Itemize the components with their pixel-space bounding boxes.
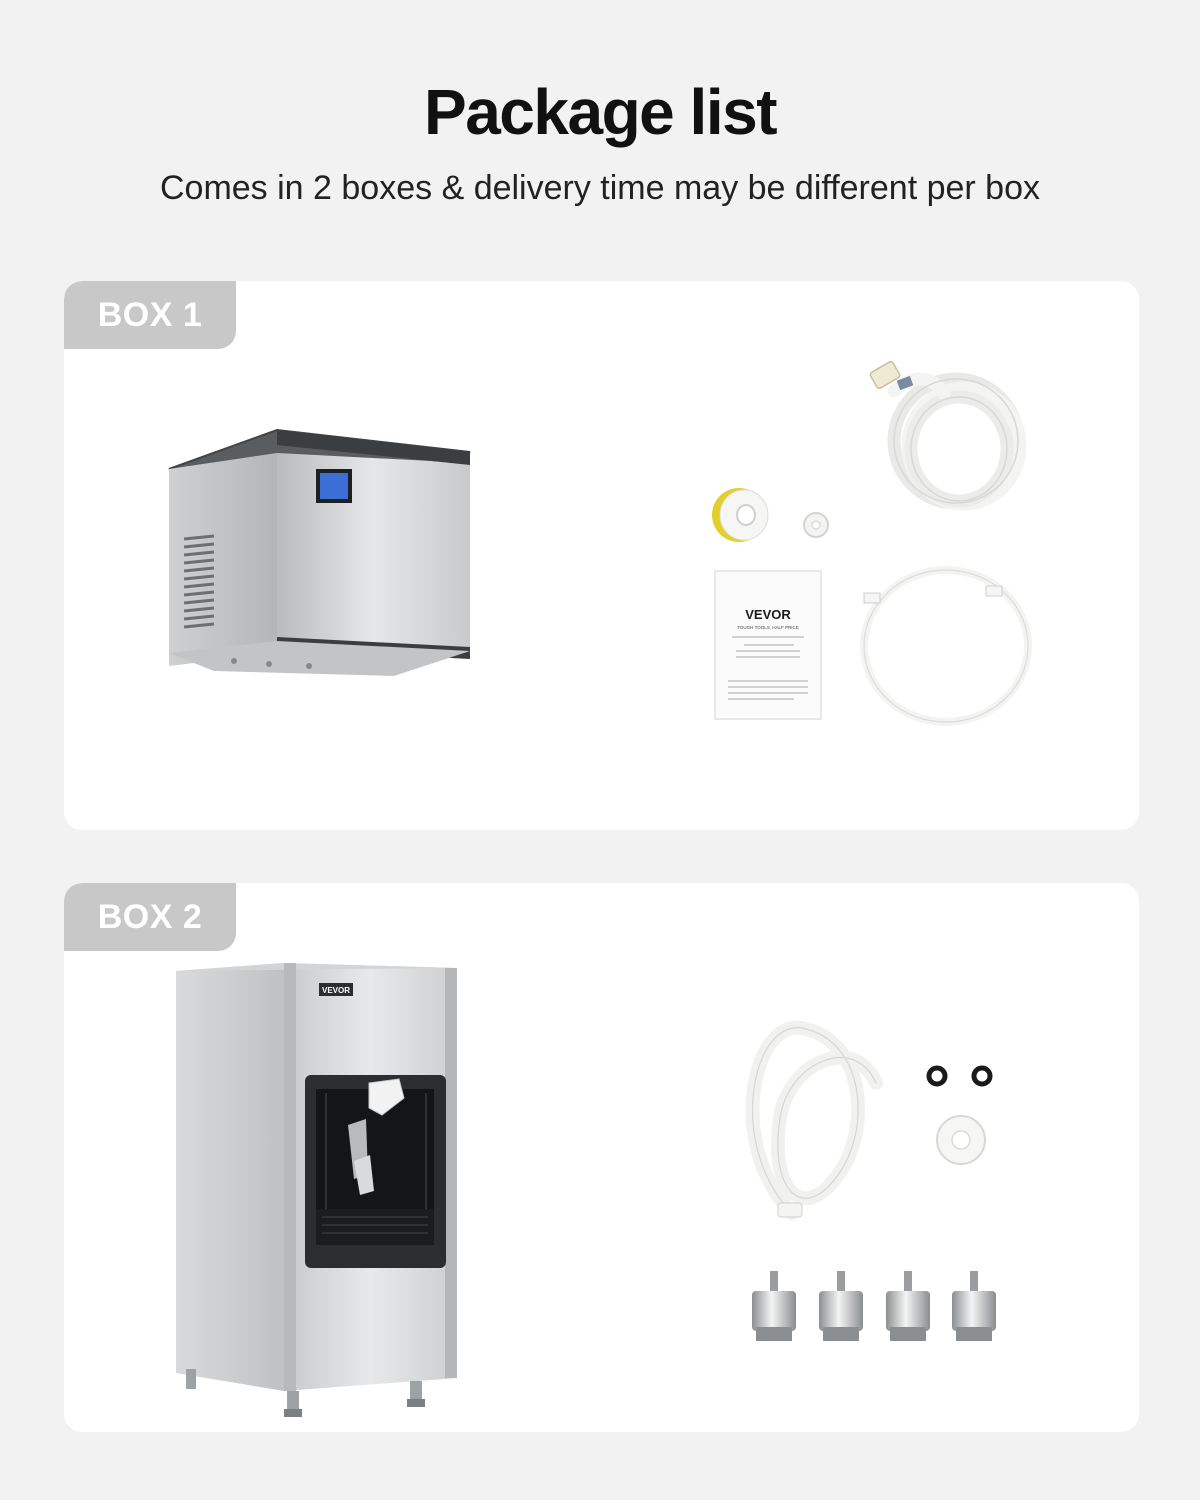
ice-maker-head-image <box>169 430 470 676</box>
manual-tagline-text: TOUGH TOOLS, HALF PRICE <box>737 625 799 630</box>
box-1-contents <box>64 281 1139 830</box>
gasket-image <box>937 1116 985 1164</box>
box-1-card <box>64 281 1139 830</box>
box-1-badge: BOX 1 <box>64 281 236 349</box>
box-2-badge: BOX 2 <box>64 883 236 951</box>
leveling-leg <box>952 1271 996 1341</box>
leveling-leg <box>819 1271 863 1341</box>
page-title: Package list <box>424 76 776 148</box>
teflon-tape-image <box>712 488 768 542</box>
inlet-hose-image <box>864 570 1028 722</box>
inlet-hose-image-2 <box>753 1028 876 1217</box>
leveling-legs-image <box>752 1271 996 1341</box>
ice-dispenser-image <box>176 963 457 1417</box>
user-manual-image <box>715 571 821 719</box>
small-washer-image <box>804 513 828 537</box>
box-2-card <box>64 883 1139 1432</box>
leveling-leg <box>752 1271 796 1341</box>
manual-brand-text: VEVOR <box>745 607 791 622</box>
o-rings-image <box>929 1068 990 1084</box>
box-2-contents <box>64 883 1139 1432</box>
leveling-leg <box>886 1271 930 1341</box>
dispenser-brand-text: VEVOR <box>321 986 351 995</box>
drain-hose-image <box>894 379 1020 504</box>
page-subtitle: Comes in 2 boxes & delivery time may be different per box <box>159 169 1040 207</box>
